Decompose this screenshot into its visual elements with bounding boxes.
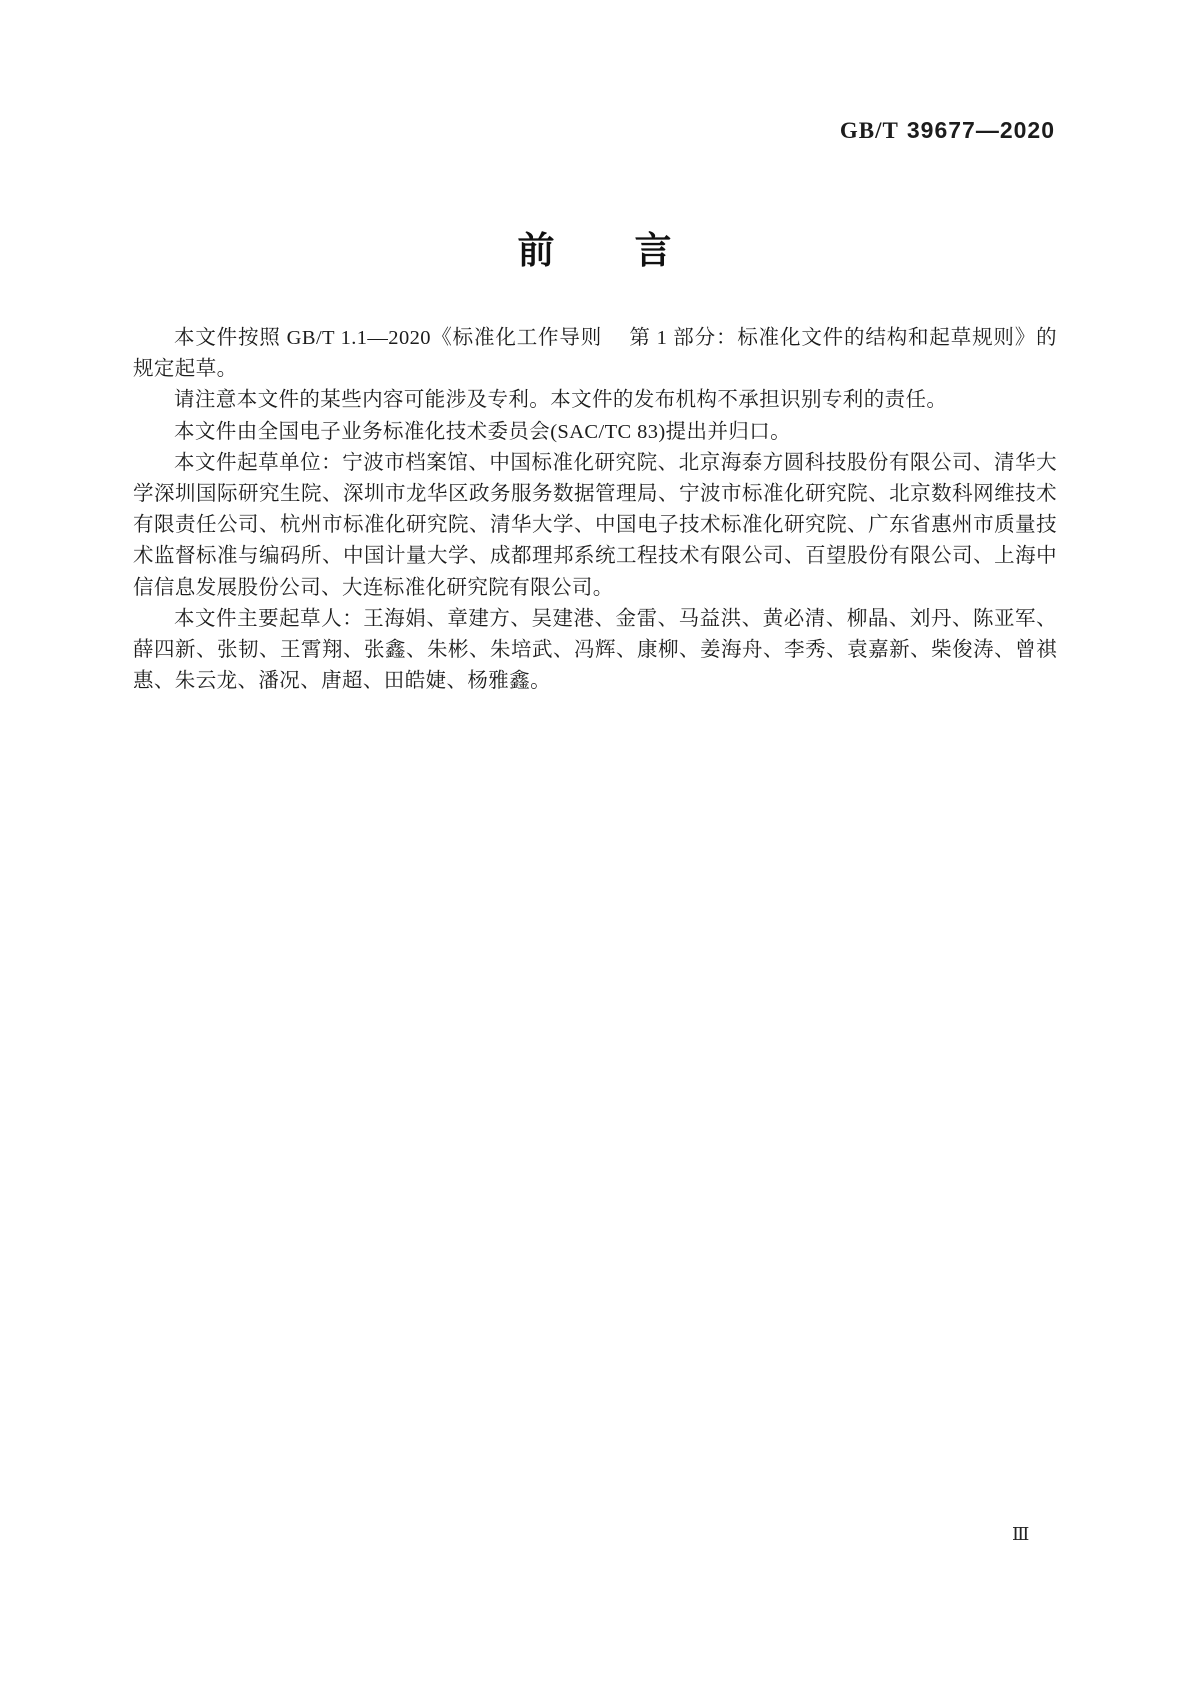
foreword-paragraph-scope: 本文件按照 GB/T 1.1—2020《标准化工作导则 第 1 部分：标准化文件的结构和起草规则》的规定起草。 xyxy=(133,327,1057,381)
foreword-paragraph-drafters: 本文件主要起草人：王海娟、章建方、吴建港、金雷、马益洪、黄必清、柳晶、刘丹、陈亚军、薛四新、张韧、王霄翔、张鑫、朱彬、朱培武、冯辉、康柳、姜海舟、李秀、袁嘉新、柴俊涛、曾祺惠、朱云龙、潘况、唐超、田皓婕、杨雅鑫。 xyxy=(133,607,1057,693)
page-number: Ⅲ xyxy=(1012,1524,1030,1544)
foreword-paragraph-patent: 请注意本文件的某些内容可能涉及专利。本文件的发布机构不承担识别专利的责任。 xyxy=(174,389,948,412)
foreword-paragraph-committee: 本文件由全国电子业务标准化技术委员会(SAC/TC 83)提出并归口。 xyxy=(174,420,792,443)
standard-code-number: 39677—2020 xyxy=(906,117,1055,143)
foreword-title: 前 言 xyxy=(517,230,674,271)
standard-code-prefix: GB/T xyxy=(839,118,899,143)
foreword-paragraph-drafting-organizations: 本文件起草单位：宁波市档案馆、中国标准化研究院、北京海泰方圆科技股份有限公司、清华大学深圳国际研究生院、深圳市龙华区政务服务数据管理局、宁波市标准化研究院、北京数科网维技术有限责任公司、杭州市标准化研究院、清华大学、中国电子技术标准化研究院、广东省惠州市质量技术监督标准与编码所、中国计量大学、成都理邦系统工程技术有限公司、百望股份有限公司、上海中信信息发展股份公司、大连标准化研究院有限公司。 xyxy=(133,451,1057,599)
foreword-body xyxy=(133,323,1057,697)
standard-code xyxy=(840,117,1055,144)
